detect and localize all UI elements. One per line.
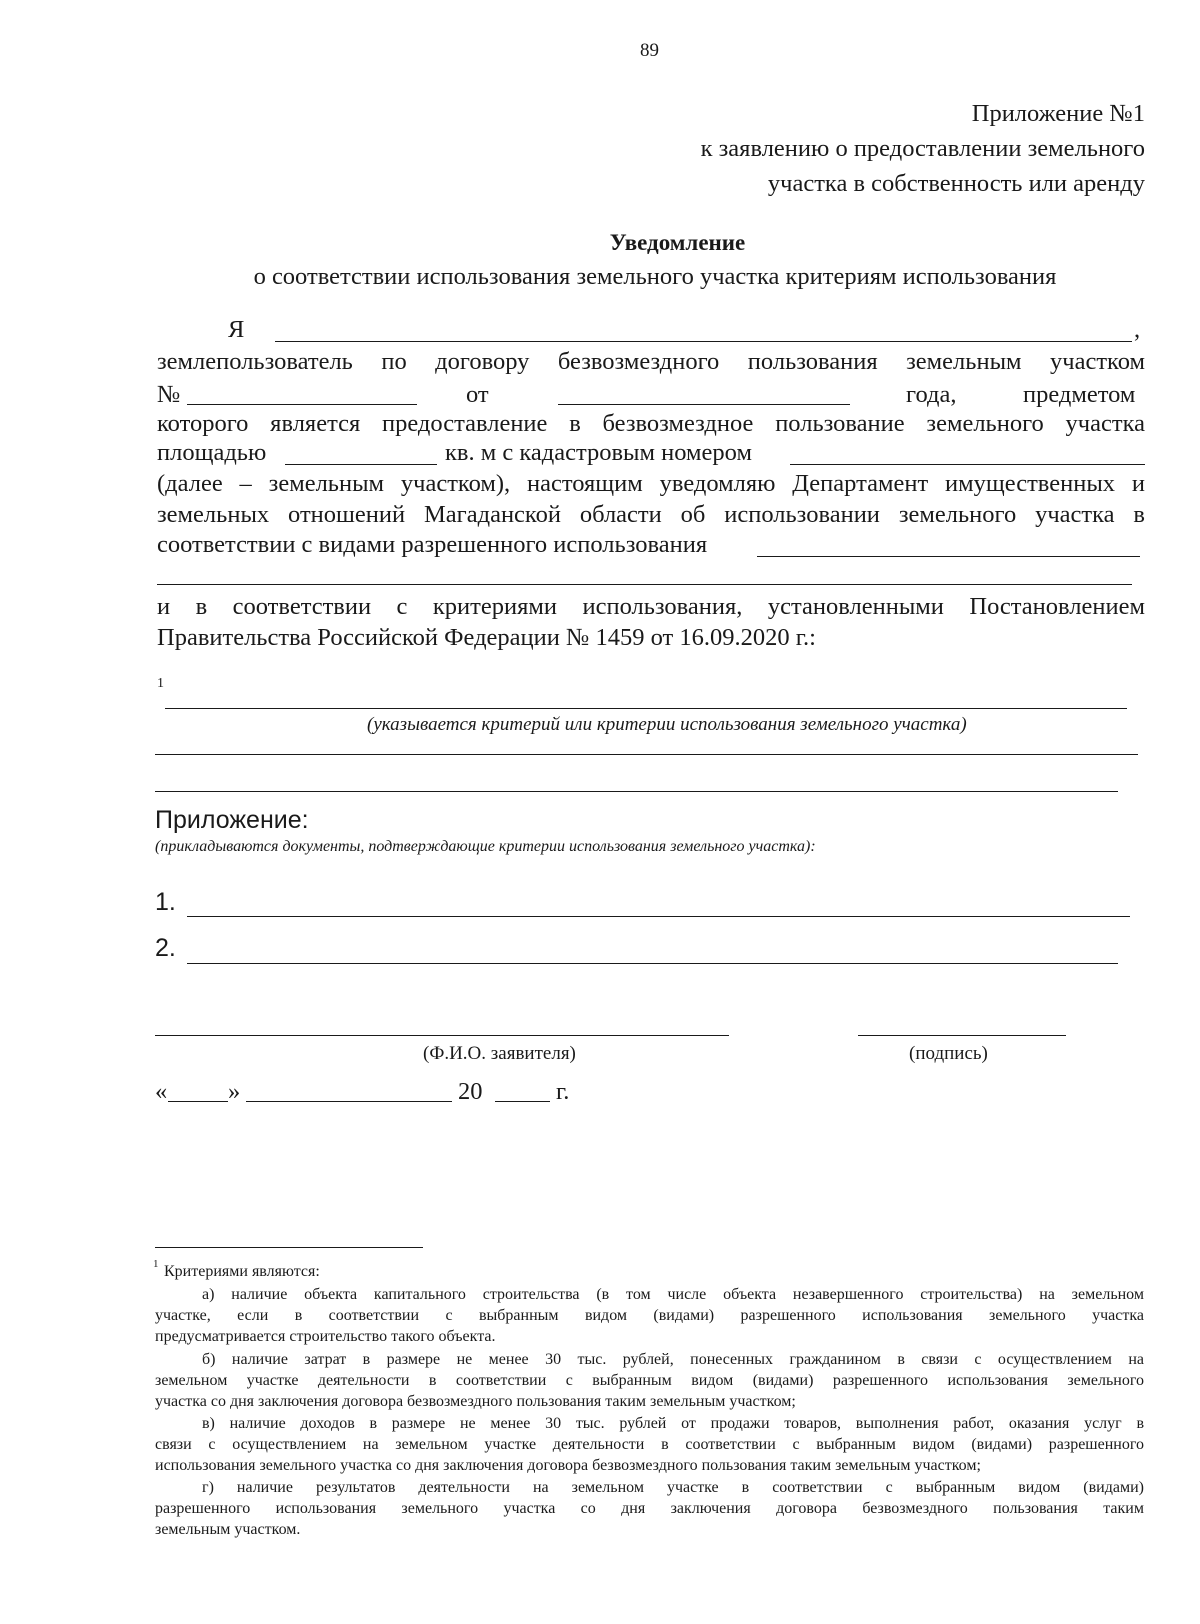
date-open-quote: « [155,1078,168,1105]
area-label: площадью [157,439,267,466]
attachment-item-2-number: 2. [155,934,176,962]
body-line-10: и в соответствии с критериями использования, установленными Постановлением [157,593,1145,620]
attachment-item-1-number: 1. [155,888,176,916]
footnote-separator [155,1247,423,1248]
date-year-suffix: г. [556,1078,570,1105]
date-year-prefix: 20 [458,1078,483,1105]
signature-label: (подпись) [909,1043,988,1064]
applicant-name-field[interactable] [275,341,1132,342]
body-line-8: соответствии с видами разрешенного использования [157,531,708,558]
appendix-header [701,96,1145,201]
cadastral-label: кв. м с кадастровым номером [445,439,752,466]
fio-label: (Ф.И.О. заявителя) [423,1043,576,1064]
area-field[interactable] [285,464,437,465]
body-line-6: (далее – земельным участком), настоящим уведомляю Департамент имущественных и [157,470,1145,497]
footnote-a-line1: а) наличие объекта капитального строительства (в том числе объекта незавершенного строительства) на земельном [202,1286,1144,1303]
appendix-header-line1: Приложение №1 [971,100,1145,127]
cadastral-number-field[interactable] [790,464,1145,465]
criteria-field-3[interactable] [155,791,1118,792]
attachments-heading: Приложение: [155,806,309,834]
attachment-item-1-field[interactable] [187,916,1130,917]
attachment-item-2-field[interactable] [187,963,1118,964]
document-subtitle: о соответствии использования земельного участка критериям использования [253,263,1057,290]
body-line-7: земельных отношений Магаданской области об использовании земельного участка в [157,501,1145,528]
contract-number-field[interactable] [187,404,417,405]
permitted-use-field[interactable] [757,556,1140,557]
permitted-use-field-continued[interactable] [157,584,1132,585]
footnote-b-line1: б) наличие затрат в размере не менее 30 тыс. рублей, понесенных гражданином в связи с осуществлением на [202,1351,1144,1368]
date-day-field[interactable] [168,1101,228,1102]
date-month-field[interactable] [246,1101,452,1102]
signature-field[interactable] [858,1035,1066,1036]
footnote-mark: 1 [153,1258,159,1270]
contract-number-sign: № [157,381,181,408]
criteria-field-1[interactable] [165,708,1127,709]
body-line-4: которого является предоставление в безвозмездное пользование земельного участка [157,410,1145,437]
contract-date-field[interactable] [558,404,850,405]
attachments-hint: (прикладываются документы, подтверждающие критерии использования земельного участка): [155,838,816,855]
footnote-c-line1: в) наличие доходов в размере не менее 30 тыс. рублей от продажи товаров, выполнения работ, оказания услуг в [202,1415,1144,1432]
subject-word: предметом [1023,381,1136,408]
footnote-b-line2: земельном участке деятельности в соответствии с выбранным видом (видами) разрешенного использования земельного [155,1372,1144,1389]
footnote-b-line3: участка со дня заключения договора безвозмездного пользования таким земельным участком; [155,1393,796,1410]
footnote-d-line2: разрешенного использования земельного участка со дня заключения договора безвозмездного пользования таким [155,1500,1144,1517]
body-line-11: Правительства Российской Федерации № 1459 от 16.09.2020 г.: [157,624,816,651]
footnote-a-line2: участке, если в соответствии с выбранным видом (видами) разрешенного использования земельного участка [155,1307,1144,1324]
footnote-c-line2: связи с осуществлением на земельном участке деятельности в соответствии с выбранным видом (видами) разрешенного [155,1436,1144,1453]
body-line-2: землепользователь по договору безвозмездного пользования земельным участком [157,348,1145,375]
footnote-a-line3: предусматривается строительство такого объекта. [155,1328,496,1345]
comma: , [1134,316,1141,343]
document-title: Уведомление [609,230,746,255]
applicant-fio-field[interactable] [155,1035,729,1036]
date-close-quote: » [228,1078,241,1105]
page-number: 89 [640,40,659,61]
criteria-hint: (указывается критерий или критерии использования земельного участка) [367,714,967,735]
date-year-field[interactable] [495,1101,550,1102]
criteria-footnote-mark: 1 [157,676,164,691]
appendix-header-line2: к заявлению о предоставлении земельного [700,135,1145,162]
footnote-c-line3: использования земельного участка со дня заключения договора безвозмездного пользования таким земельным участком; [155,1457,981,1474]
criteria-field-2[interactable] [155,754,1138,755]
appendix-header-line3: участка в собственность или аренду [767,170,1145,197]
footnote-intro: Критериями являются: [164,1263,320,1280]
year-word: года, [906,381,957,408]
from-word: от [466,381,489,408]
i-word: Я [228,316,245,343]
footnote-d-line3: земельным участком. [155,1521,301,1538]
footnote-d-line1: г) наличие результатов деятельности на земельном участке в соответствии с выбранным видом (видами) [202,1479,1144,1496]
